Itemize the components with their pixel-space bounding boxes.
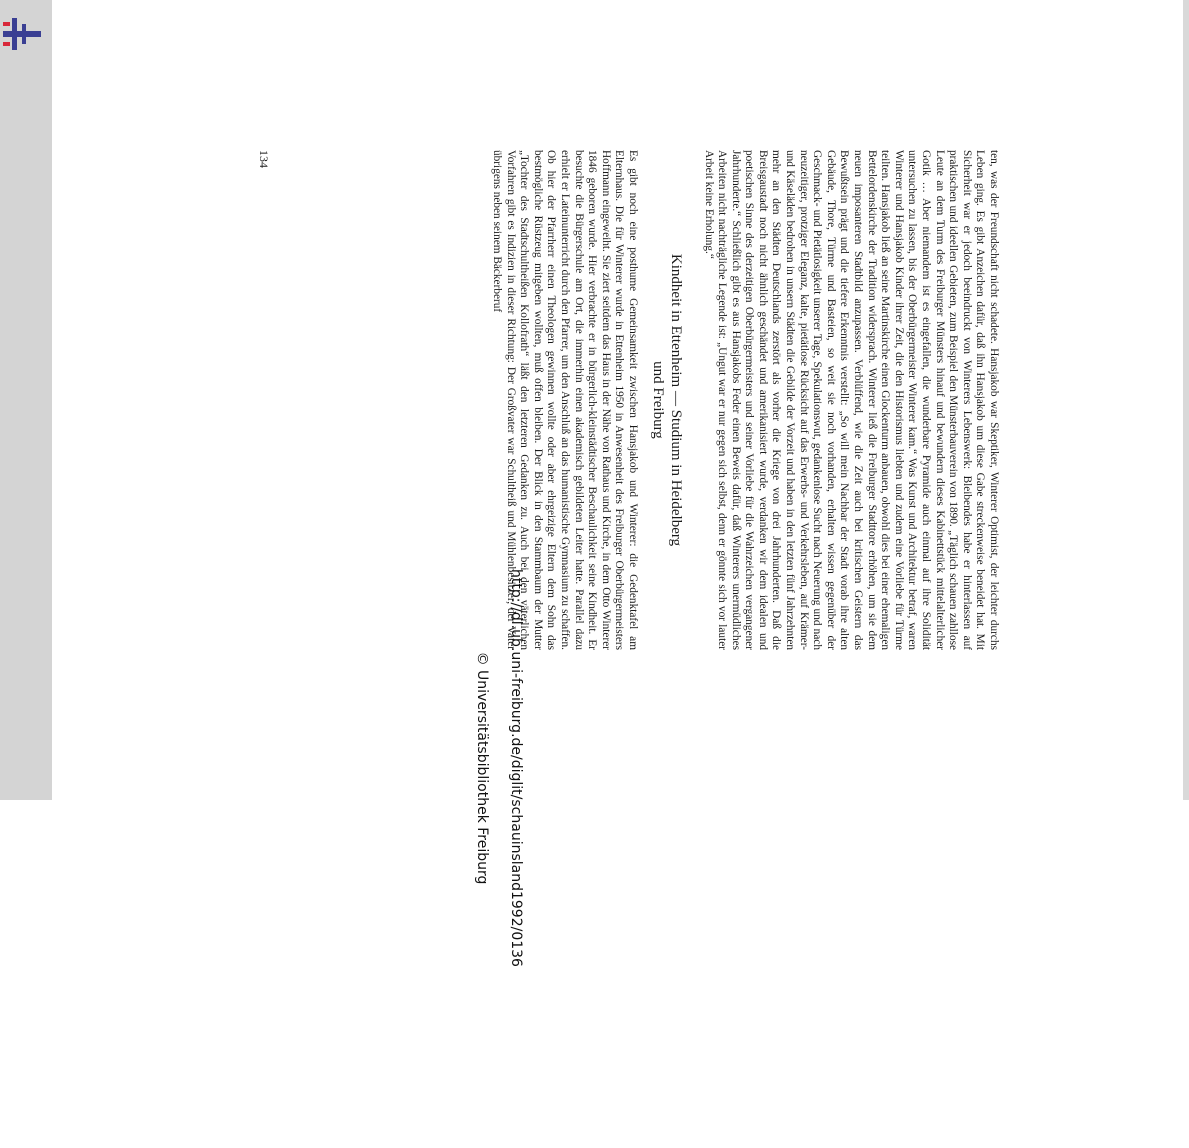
paragraph-winterer-hansjakob: ten, was der Freundschaft nicht schadete. Hansjakob war Skeptiker, Winterer Optimist, der leichter durchs Leben ging. Es gibt Anzeichen dafür, daß ihn Hansjakob um diese Gabe streckenweise beneidet hat. Mit Sicherheit war er jedoch beeindruckt von Winterers Lebenswerk: Bleibendes habe er hinterlassen auf praktischen und ideellen Gebieten, zum Beispiel den Münsterbauverein von 1890. „Täglich schauen zahllose Leute an dem Turm des Freiburger Münsters hinauf und bewundern dieses Kabinettstück mittelalterlicher Gotik … Aber niemandem ist es eingefallen, die wunderbare Pyramide auch einmal auf ihre Solidität untersuchen zu lassen, bis der Oberbürgermeister Winterer kam.“ Was Kunst und Architektur betraf, waren Winterer und Hansjakob Kinder ihrer Zeit, die den Historismus liebten und zudem eine Vorliebe für Türme teilten. Hansjakob ließ an seine Martinskirche einen Glockenturm anbauen, obwohl dies bei einer ehemaligen Bettelordenskirche der Tradition widersprach. Winterer ließ die Freiburger Stadttore erhöhen, um sie dem neuen imposanteren Stadtbild anzupassen. Verblüffend, wie die Zeit auch bei kritischen Geistern das Bewußtsein prägt und die tiefere Erkenntnis verstellt: „So will mein Nachbar der Stadt vorab ihre alten Gebäude, Thore, Türme und Basteien, so weit sie noch vorhanden, erhalten wissen gegenüber der Geschmack- und Pietätlosigkeit unserer Tage, Spekulationswut, gedankenlose Sucht nach Neuerung und nach neuzeitiger, protziger Eleganz, kalte, pietätlose Rücksicht auf das Erwerbs- und Verkehrsleben, auf Krämer- und Käseläden bedrohen in unsern Städten die Gebilde der Vorzeit und haben in den letzten fünf Jahrzehnten mehr an den Städten Deutschlands zerstört als vorher die Kriege von drei Jahrhunderten. Daß die Breisgaustadt noch nicht ähnlich geschändet und amerikanisiert wurde, verdanken wir dem idealen und poetischen Sinne des derzeitigen Oberbürgermeisters und seiner Vorliebe für die Wahrzeichen vergangener Jahrhunderte.“ Schließlich gibt es aus Hansjakobs Feder einen Beweis dafür, daß Winterers unermüdliches Arbeiten nicht nachträgliche Legende ist: „Ungut war er nur gegen sich selbst, denn er gönnte sich vor lauter Arbeit keine Erholung.“ [702,150,1000,650]
copyright-notice: © Universitätsbibliothek Freiburg [474,651,490,885]
heading-line-1: Kindheit in Ettenheim — Studium in Heidelberg [667,253,684,547]
paragraph-childhood: Es gibt noch eine posthume Gemeinsamkeit zwischen Hansjakob und Winterer: die Gedenktafel am Elternhaus. Die für Winterer wurde in Ettenheim 1950 in Anwesenheit des Freiburger Oberbürgermeisters Hoffmann eingeweiht. Sie ziert seitdem das Haus in der Nähe von Rathaus und Kirche, in dem Otto Winterer 1846 geboren wurde. Hier verbrachte er in bürgerlich-kleinstädtischer Beschaulichkeit seine Kindheit. Er besuchte die Bürgerschule am Ort, die immerhin einen akademisch gebildeten Leiter hatte. Parallel dazu erhielt er Lateinunterricht durch den Pfarrer, um den Anschluß an das humanistische Gymnasium zu schaffen. Ob hier der Pfarrherr einen Theologen gewinnen wollte oder aber ehrgeizige Eltern dem Sohn das bestmögliche Rüstzeug mitgeben wollten, muß offen bleiben. Der Blick in den Stammbaum der Mutter „Tochter des Stadtschultheißen Kollofrath“ läßt den letzteren Gedanken zu. Auch bei den väterlichen Vorfahren gibt es Indizien in dieser Richtung: Der Großvater war Schultheiß und Mühlenbesitzer, der Vater übrigens neben seinem Bäckerberuf [491,150,639,650]
heading-line-2: und Freiburg [649,361,666,439]
library-logo-icon [0,18,44,50]
scanned-page [240,150,1000,650]
source-url[interactable]: http://dl.ub.uni-freiburg.de/diglit/schauinsland1992/0136 [508,569,524,967]
page-number: 134 [257,150,271,168]
section-heading [649,150,685,650]
left-sidebar [0,0,52,800]
right-scrollbar[interactable] [1183,0,1189,800]
